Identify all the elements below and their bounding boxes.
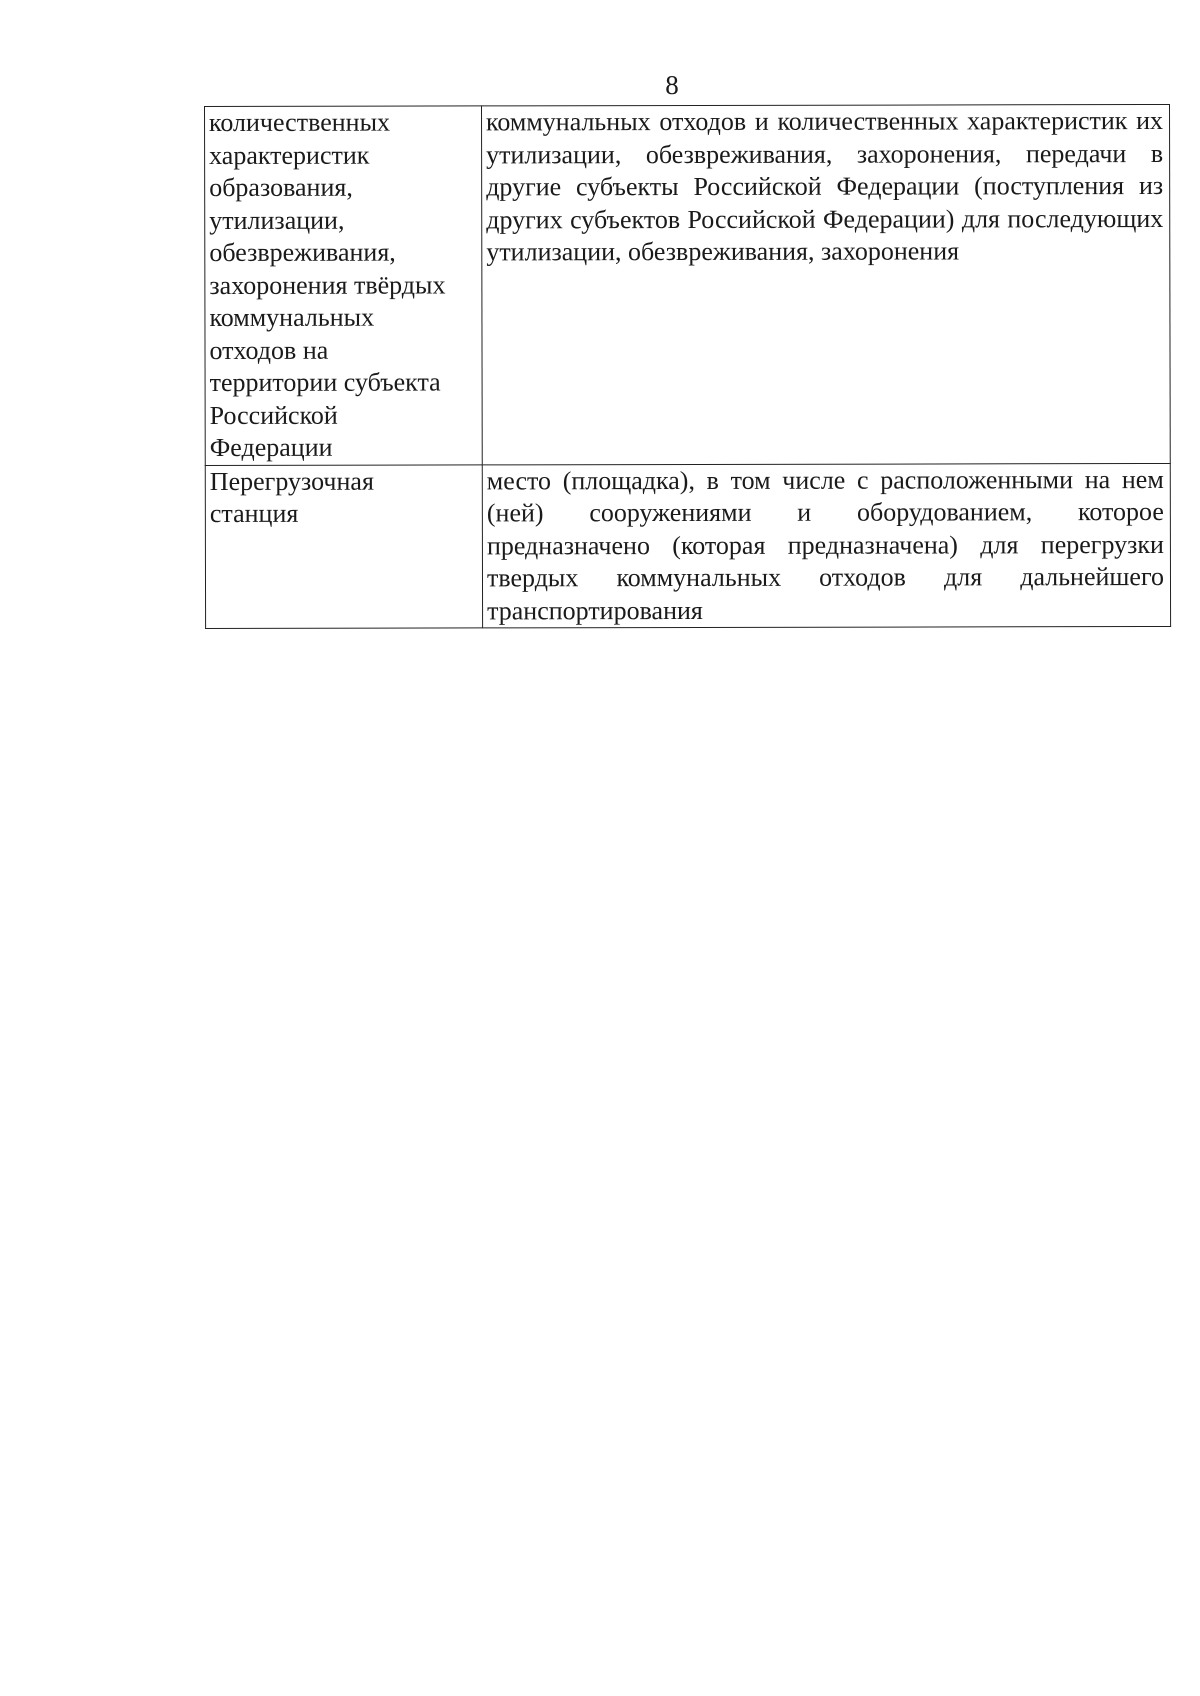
term-line: захоронения твёрдых [209, 269, 446, 300]
definition-cell [482, 463, 1170, 628]
page-number: 8 [665, 70, 679, 100]
definition-cell [482, 104, 1171, 464]
term-line: станция [209, 498, 299, 528]
term-cell [205, 106, 483, 465]
term-line: обезвреживания, [209, 237, 396, 267]
term-line: количественных [209, 107, 391, 137]
term-line: Перегрузочная [209, 466, 374, 496]
term-line: отходов на [209, 335, 329, 365]
term-line: утилизации, [209, 205, 345, 235]
definition-text: место (площадка), в том числе с расположенными на нем (ней) сооружениями и оборудованием, которое предназначено (которая предназначена) для перегрузки твердых коммунальных отходов для дальнейшего транспортирования [486, 464, 1165, 625]
term-line: коммунальных [209, 302, 375, 332]
term-line: территории субъекта [209, 367, 441, 397]
table-row [205, 104, 1171, 465]
term-line: Федерации [209, 432, 333, 462]
term-line: Российской [209, 400, 338, 430]
term-cell [205, 464, 482, 628]
term-line: характеристик [209, 140, 370, 170]
definitions-table [204, 104, 1171, 629]
term-line: образования, [209, 172, 353, 202]
table-row [205, 463, 1170, 629]
definition-text: коммунальных отходов и количественных характеристик их утилизации, обезвреживания, захоронения, передачи в другие субъекты Российской Федерации (поступления из других субъектов Российской Федерации) для последующих утилизации, обезвреживания, захоронения [486, 105, 1164, 267]
